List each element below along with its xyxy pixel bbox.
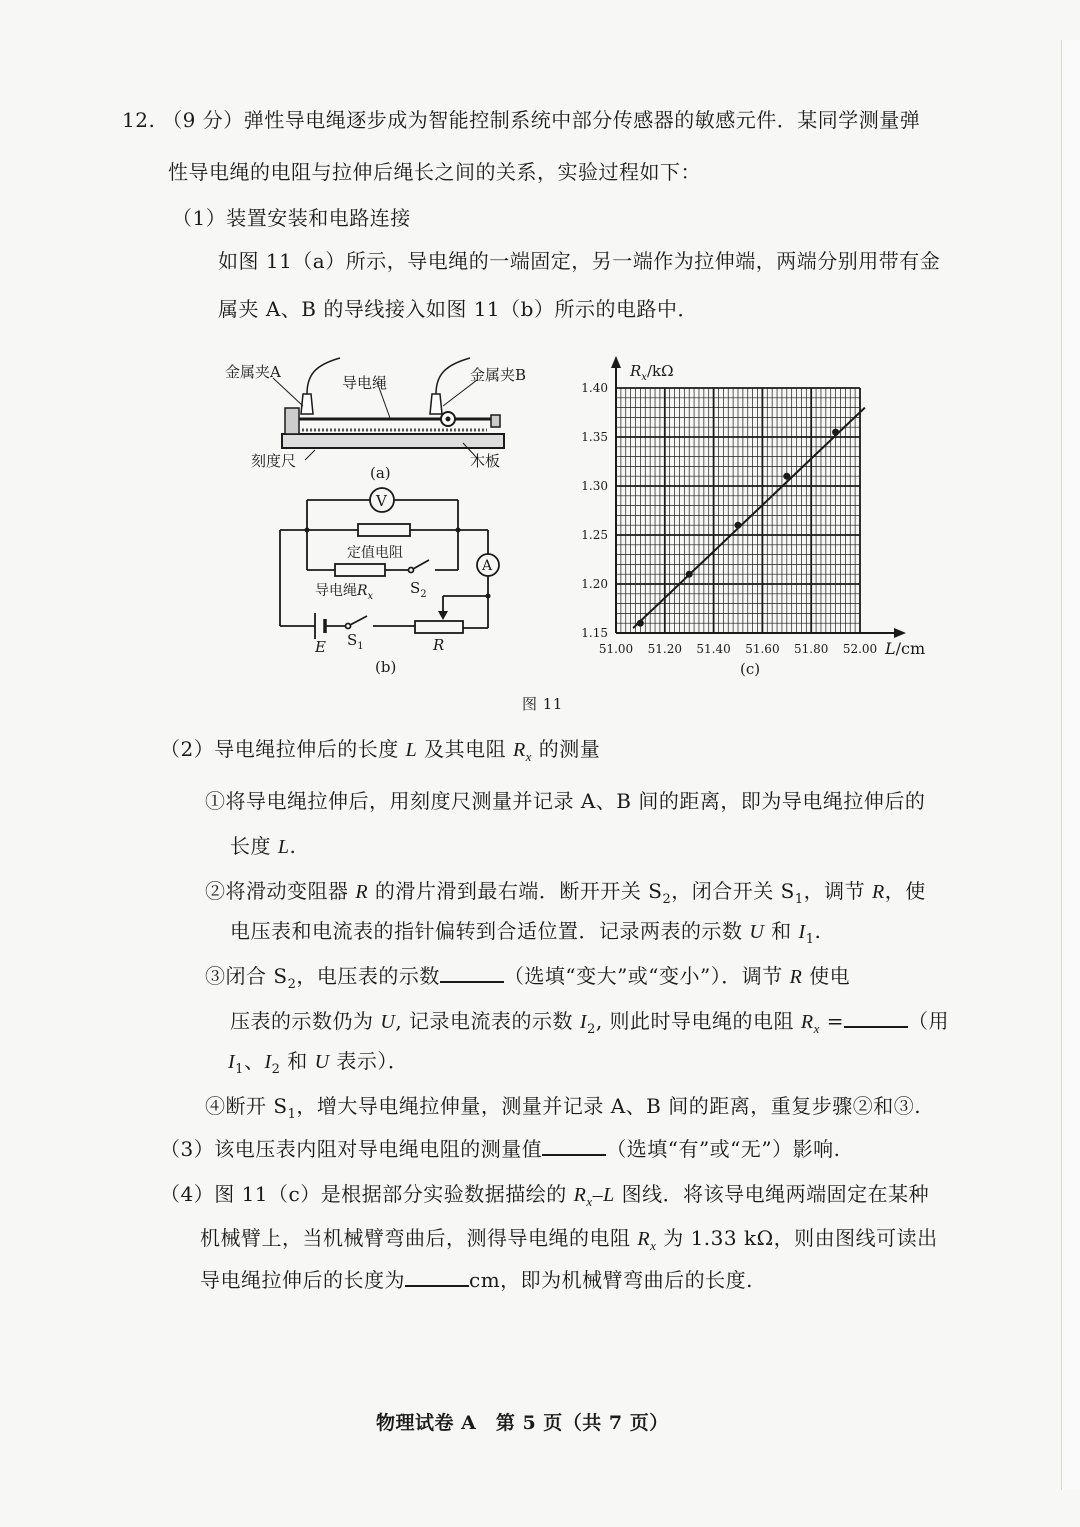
x-tick-label: 52.00: [842, 642, 878, 656]
wooden-board: [282, 434, 504, 448]
label-rope: 导电绳: [342, 374, 388, 392]
rheostat-label: R: [433, 636, 445, 654]
step1-line-2: 长度 L.: [230, 834, 297, 858]
label-ruler: 刻度尺: [251, 452, 297, 470]
step1-line-1: ①将导电绳拉伸后，用刻度尺测量并记录 A、B 间的距离，即为导电绳拉伸后的: [205, 789, 926, 813]
data-point: [686, 571, 693, 578]
fit-line: [633, 408, 865, 628]
part1-title: （1）装置安装和电路连接: [172, 206, 411, 230]
y-tick-label: 1.25: [581, 528, 608, 542]
answer-blank-length[interactable]: [405, 1267, 469, 1287]
step3-line-1: ③闭合 $S_2$，电压表的示数 （选填“变大”或“变小”）．调节 R 使电: [205, 964, 851, 992]
answer-blank-rx-formula[interactable]: [844, 1008, 908, 1028]
part1-text-1: 如图 11（a）所示，导电绳的一端固定，另一端作为拉伸端，两端分别用带有金: [218, 249, 941, 273]
page-edge: [1061, 40, 1080, 1490]
step2-line-2: 电压表和电流表的指针偏转到合适位置．记录两表的示数 U 和 $I_1$.: [230, 919, 822, 947]
rheostat: [415, 621, 463, 633]
chart-caption: (c): [740, 660, 761, 678]
figure-c-chart: [560, 350, 940, 685]
part4-line-3: 导电绳拉伸后的长度为 cm，即为机械臂弯曲后的长度.: [200, 1268, 754, 1292]
clip-b: [430, 394, 442, 414]
figure-b-circuit: [265, 480, 515, 680]
step3-line-3: $I_1$、$I_2$ 和 U 表示）．: [228, 1049, 409, 1077]
page-footer: 物理试卷 A 第 5 页（共 7 页）: [376, 1412, 669, 1434]
step2-line-1: ②将滑动变阻器 R 的滑片滑到最右端．断开开关 $S_2$，闭合开关 $S_1$，调节 R，使: [205, 879, 926, 907]
y-tick-label: 1.20: [581, 577, 608, 591]
figure-caption: 图 11: [522, 695, 563, 713]
battery-label: E: [315, 638, 326, 656]
switch-s2-label: $S_2$: [410, 579, 427, 600]
y-axis-arrow-icon: [611, 356, 621, 368]
fixed-resistor: [358, 524, 410, 536]
step3-line-2: 压表的示数仍为 U, 记录电流表的示数 $I_2$, 则此时导电绳的电阻 $R_x$ = （用: [230, 1009, 950, 1037]
rope-resistor-label: 导电绳$R_x$: [315, 583, 374, 602]
part4-line-2: 机械臂上，当机械臂弯曲后，测得导电绳的电阻 $R_x$ 为 1.33 kΩ，则由图线可读出: [200, 1226, 938, 1253]
question-intro-line-2: 性导电绳的电阻与拉伸后绳长之间的关系，实验过程如下：: [168, 160, 701, 184]
question-number: 12.: [122, 108, 156, 132]
label-clip-b: 金属夹B: [470, 366, 527, 384]
rheostat-slider-icon: [438, 611, 448, 620]
chart-x-label: L/cm: [885, 639, 926, 658]
fixed-block: [285, 408, 299, 434]
y-tick-label: 1.15: [581, 626, 608, 640]
chart-grid: [616, 388, 860, 633]
y-tick-label: 1.40: [581, 381, 608, 395]
answer-blank-voltmeter[interactable]: [440, 963, 504, 983]
figure-a-apparatus: [215, 350, 545, 490]
switch-s1-label: $S_1$: [347, 631, 364, 652]
chart-y-label: $R_x/k\Omega$: [630, 362, 674, 383]
voltmeter-label: V: [376, 492, 387, 510]
data-point: [637, 620, 644, 627]
rope-resistor: [335, 564, 385, 576]
x-tick-label: 51.80: [794, 642, 829, 656]
part3-line: （3）该电压表内阻对导电绳电阻的测量值 （选填“有”或“无”）影响.: [160, 1137, 841, 1161]
caption-a: (a): [370, 464, 391, 482]
end-post: [491, 415, 500, 427]
step4-line: ④断开 $S_1$，增大导电绳拉伸量，测量并记录 A、B 间的距离，重复步骤②和③.: [205, 1094, 922, 1122]
clip-a: [301, 394, 313, 414]
question-intro-line-1: [122, 104, 920, 133]
x-tick-label: 51.20: [647, 642, 682, 656]
data-point: [832, 429, 839, 436]
caption-b: (b): [375, 658, 397, 676]
x-tick-label: 51.40: [696, 642, 731, 656]
x-axis-arrow-icon: [894, 628, 906, 638]
part2-title: （2）导电绳拉伸后的长度 L 及其电阻 $R_x$ 的测量: [160, 737, 601, 764]
chart-marks: [633, 408, 865, 628]
data-point: [783, 473, 790, 480]
data-point: [735, 522, 742, 529]
y-tick-label: 1.30: [581, 479, 608, 493]
part4-line-1: （4）图 11（c）是根据部分实验数据描绘的 $R_x-L$ 图线．将该导电绳两端固定在某种: [160, 1182, 930, 1209]
part1-text-2: 属夹 A、B 的导线接入如图 11（b）所示的电路中．: [218, 297, 698, 321]
ammeter-label: A: [482, 558, 493, 574]
y-tick-label: 1.35: [581, 430, 608, 444]
fixed-resistor-label: 定值电阻: [347, 545, 403, 561]
question-points: （9 分）: [162, 108, 244, 132]
answer-blank-voltmeter-effect[interactable]: [542, 1136, 606, 1156]
label-clip-a: 金属夹A: [225, 363, 281, 381]
intro-text-1: 弹性导电绳逐步成为智能控制系统中部分传感器的敏感元件．某同学测量弹: [243, 108, 921, 132]
x-tick-label: 51.60: [745, 642, 780, 656]
label-board: 木板: [470, 452, 501, 470]
x-tick-label: 51.00: [598, 642, 634, 656]
